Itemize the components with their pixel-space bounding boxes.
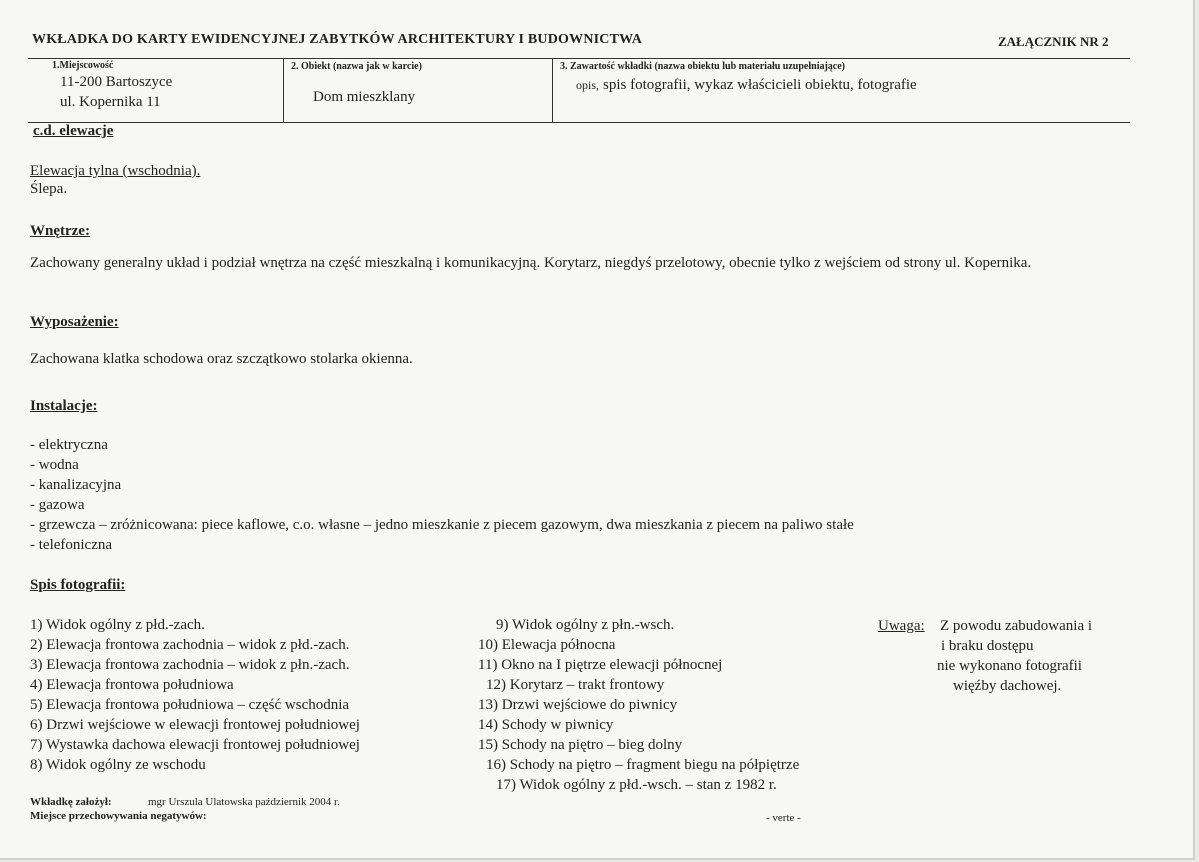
form-divider-2 [552,58,553,122]
installation-item: - gazowa [30,497,85,513]
photo-item: 3) Elewacja frontowa zachodnia – widok z płn.-zach. [30,657,350,673]
photo-item: 10) Elewacja północna [478,637,616,653]
heading-installations: Instalacje: [30,398,98,414]
note-label: Uwaga: [878,618,925,634]
note-line-3: nie wykonano fotografii [937,658,1082,674]
photo-list-column-2 [478,615,799,795]
photo-item: 11) Okno na I piętrze elewacji północnej [478,657,723,673]
photo-item: 13) Drzwi wejściowe do piwnicy [478,697,678,713]
field-object-label: 2. Obiekt (nazwa jak w karcie) [291,61,422,72]
rear-elevation-text: Ślepa. [30,181,68,197]
photo-item: 5) Elewacja frontowa południowa – część wschodnia [30,697,350,713]
photo-item: 15) Schody na piętro – bieg dolny [478,737,683,753]
installation-item: - grzewcza – zróżnicowana: piece kaflowe, c.o. własne – jedno mieszkanie z piecem gazowym, dwa mieszkania z piecem na paliwo stałe [30,517,854,533]
field-locality-line2: ul. Kopernika 11 [60,94,161,110]
photo-list-column-1 [30,615,360,775]
photo-item: 6) Drzwi wejściowe w elewacji frontowej południowej [30,717,360,733]
photo-item: 2) Elewacja frontowa zachodnia – widok z płd.-zach. [30,637,350,653]
installation-item: - telefoniczna [30,537,113,553]
photo-item: 17) Widok ogólny z płd.-wsch. – stan z 1982 r. [496,777,777,793]
photo-item: 1) Widok ogólny z płd.-zach. [30,617,205,633]
interior-text: Zachowany generalny układ i podział wnętrza na część mieszkalną i komunikacyjną. Korytarz, niegdyś przelotowy, obecnie tylko z wejściem od strony ul. Kopernika. [30,255,1032,271]
heading-rear-elevation: Elewacja tylna (wschodnia). [30,163,201,179]
heading-photo-list: Spis fotografii: [30,577,126,593]
verte-note: - verte - [766,812,801,824]
installation-item: - wodna [30,457,79,473]
photo-item: 12) Korytarz – trakt frontowy [486,677,665,693]
author-label: Wkładkę założył: [30,796,112,808]
installation-item: - kanalizacyjna [30,477,122,493]
note-line-4: więźby dachowej. [953,678,1062,694]
author-value: mgr Urszula Ulatowska październik 2004 r. [148,796,340,808]
field-contents-prefix: opis, [576,78,600,92]
form-top-rule [28,58,1130,59]
form-bottom-rule [28,122,1130,123]
attachment-number: ZAŁĄCZNIK NR 2 [998,34,1109,49]
heading-interior: Wnętrze: [30,223,90,239]
field-locality-line1: 11-200 Bartoszyce [60,74,173,90]
note-line-1: Z powodu zabudowania i [940,618,1093,634]
note-line-2: i braku dostępu [941,638,1034,654]
negatives-location-label: Miejsce przechowywania negatywów: [30,810,207,822]
field-contents-value [576,76,917,94]
photo-item: 4) Elewacja frontowa południowa [30,677,234,693]
installations-list [30,435,854,555]
installation-item: - elektryczna [30,437,108,453]
form-divider-1 [283,58,284,122]
photo-item: 7) Wystawka dachowa elewacji frontowej południowej [30,737,360,753]
photo-item: 9) Widok ogólny z płn.-wsch. [496,617,675,633]
field-locality-label: 1.Miejscowość [52,60,114,71]
field-contents-text: spis fotografii, wykaz właścicieli obiektu, fotografie [603,77,917,93]
document-title: WKŁADKA DO KARTY EWIDENCYJNEJ ZABYTKÓW ARCHITEKTURY I BUDOWNICTWA [32,32,643,47]
equipment-text: Zachowana klatka schodowa oraz szczątkowo stolarka okienna. [30,351,413,367]
field-object-value: Dom mieszklany [313,89,416,105]
heading-cd-elevations: c.d. elewacje [33,123,114,139]
field-contents-label: 3. Zawartość wkładki (nazwa obiektu lub materiału uzupełniające) [560,61,846,72]
photo-item: 14) Schody w piwnicy [478,717,614,733]
photo-item: 8) Widok ogólny ze wschodu [30,757,206,773]
heading-equipment: Wyposażenie: [30,314,119,330]
photo-item: 16) Schody na piętro – fragment biegu na półpiętrze [486,757,800,773]
